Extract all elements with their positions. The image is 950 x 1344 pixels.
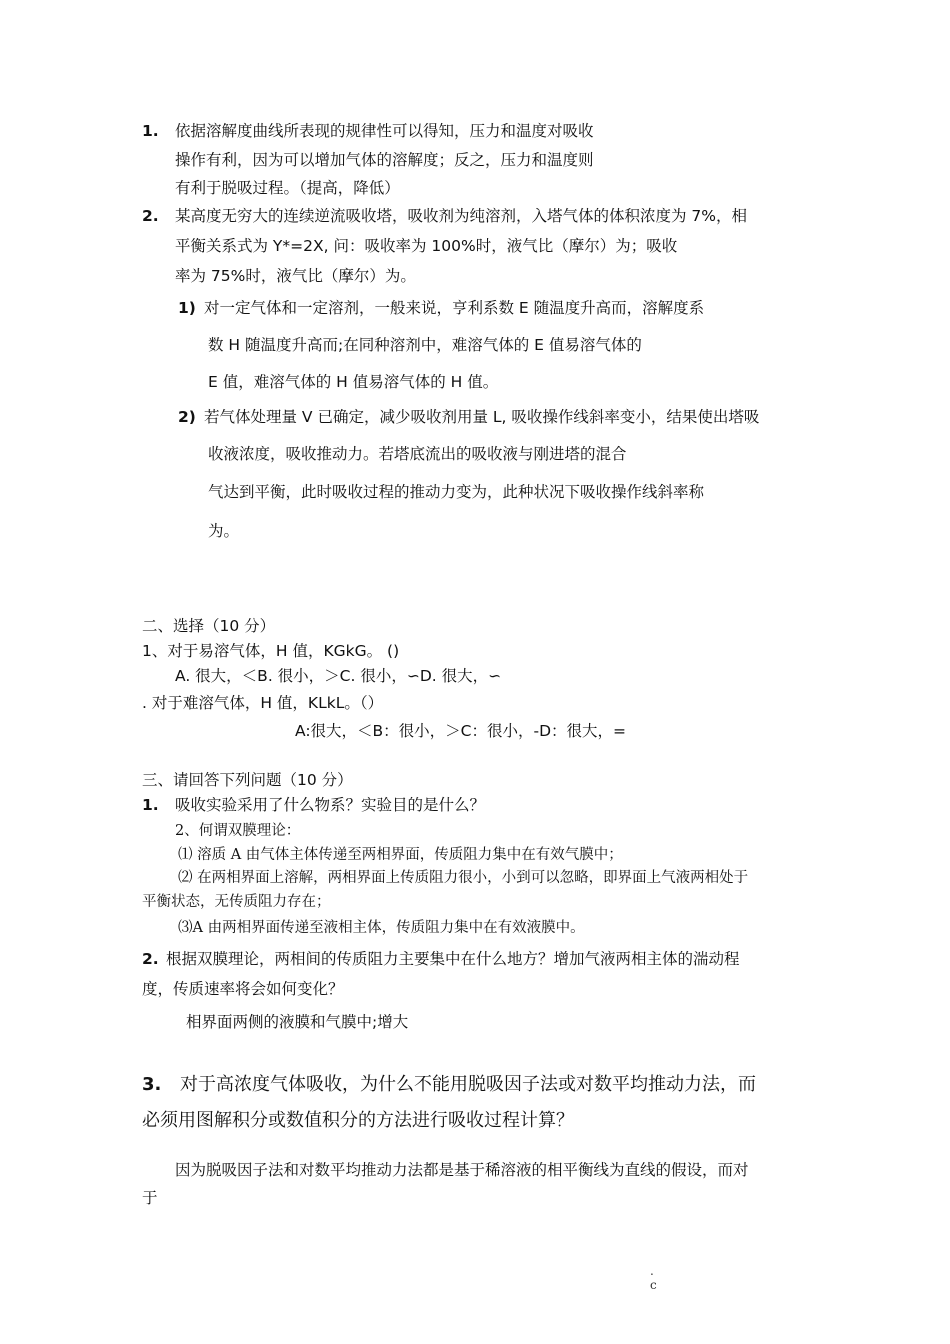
question-number: 1.: [142, 122, 159, 140]
section-heading: 三、请回答下列问题（10 分）: [142, 771, 353, 789]
section-heading: 二、选择（10 分）: [142, 617, 276, 635]
footer-dot: .: [650, 1264, 654, 1278]
choice-question-2: . 对于难溶气体，H 值，KLkL。（）: [142, 694, 384, 712]
theory-item-2-cont: 平衡状态，无传质阻力存在；: [142, 894, 331, 910]
sub1-line-1: 对一定气体和一定溶剂，一般来说，亨利系数 E 随温度升高而，溶解度系: [204, 299, 705, 317]
sub2-line-4: 为。: [208, 522, 240, 540]
answer-text: 因为脱吸因子法和对数平均推动力法都是基于稀溶液的相平衡线为直线的假设，而对: [175, 1161, 749, 1179]
answer-question-3-line-1: 对于高浓度气体吸收，为什么不能用脱吸因子法或对数平均推动力法，而: [180, 1074, 756, 1095]
q2-line-1: 某高度无穷大的连续逆流吸收塔，吸收剂为纯溶剂，入塔气体的体积浓度为 7%，相: [175, 207, 748, 225]
theory-item-1: ⑴ 溶质 A 由气体主体传递至两相界面，传质阻力集中在有效气膜中；: [178, 847, 623, 863]
theory-title: 2、何谓双膜理论：: [175, 823, 301, 839]
sub2-line-1: 若气体处理量 V 已确定，减少吸收剂用量 L, 吸收操作线斜率变小，结果使出塔吸: [204, 408, 760, 426]
sub1-line-3: E 值，难溶气体的 H 值易溶气体的 H 值。: [208, 373, 499, 391]
sub-number: 2): [178, 408, 196, 426]
answer-text-cont: 于: [142, 1189, 158, 1207]
answer-text: 相界面两侧的液膜和气膜中;增大: [186, 1013, 409, 1031]
q1-line-3: 有利于脱吸过程。（提高，降低）: [175, 179, 400, 197]
question-number: 3.: [142, 1074, 162, 1095]
answer-question-3-line-2: 必须用图解积分或数值积分的方法进行吸收过程计算？: [142, 1110, 574, 1131]
q1-line-1: 依据溶解度曲线所表现的规律性可以得知，压力和温度对吸收: [175, 122, 594, 140]
sub-number: 1): [178, 299, 196, 317]
question-number: 2.: [142, 950, 159, 968]
choice-options-2: A:很大，＜B：很小，＞C：很小，-D：很大，=: [295, 722, 627, 740]
question-number: 2.: [142, 207, 159, 225]
answer-question-2-line-1: 根据双膜理论，两相间的传质阻力主要集中在什么地方？增加气液两相主体的湍动程: [166, 950, 740, 968]
q2-line-2: 平衡关系式为 Y*=2X, 问：吸收率为 100%时，液气比（摩尔）为；吸收: [175, 237, 678, 255]
answer-question-1: 吸收实验采用了什么物系？实验目的是什么？: [175, 796, 486, 814]
sub2-line-3: 气达到平衡，此时吸收过程的推动力变为，此种状况下吸收操作线斜率称: [208, 483, 705, 501]
answer-question-2-line-2: 度，传质速率将会如何变化？: [142, 980, 344, 998]
footer-mark: c: [650, 1278, 657, 1292]
theory-item-3: ⑶A 由两相界面传递至液相主体，传质阻力集中在有效液膜中。: [178, 920, 585, 936]
choice-question-1: 1、对于易溶气体，H 值，KGkG。 (): [142, 642, 400, 660]
q2-line-3: 率为 75%时，液气比（摩尔）为。: [175, 267, 416, 285]
question-number: 1.: [142, 796, 159, 814]
choice-options-1: A. 很大，＜B. 很小，＞C. 很小，∽D. 很大，∽: [175, 667, 502, 685]
q1-line-2: 操作有利，因为可以增加气体的溶解度；反之，压力和温度则: [175, 151, 594, 169]
sub2-line-2: 收液浓度，吸收推动力。若塔底流出的吸收液与刚进塔的混合: [208, 445, 627, 463]
theory-item-2: ⑵ 在两相界面上溶解，两相界面上传质阻力很小，小到可以忽略，即界面上气液两相处于: [178, 870, 749, 886]
sub1-line-2: 数 H 随温度升高而;在同种溶剂中，难溶气体的 E 值易溶气体的: [208, 336, 642, 354]
